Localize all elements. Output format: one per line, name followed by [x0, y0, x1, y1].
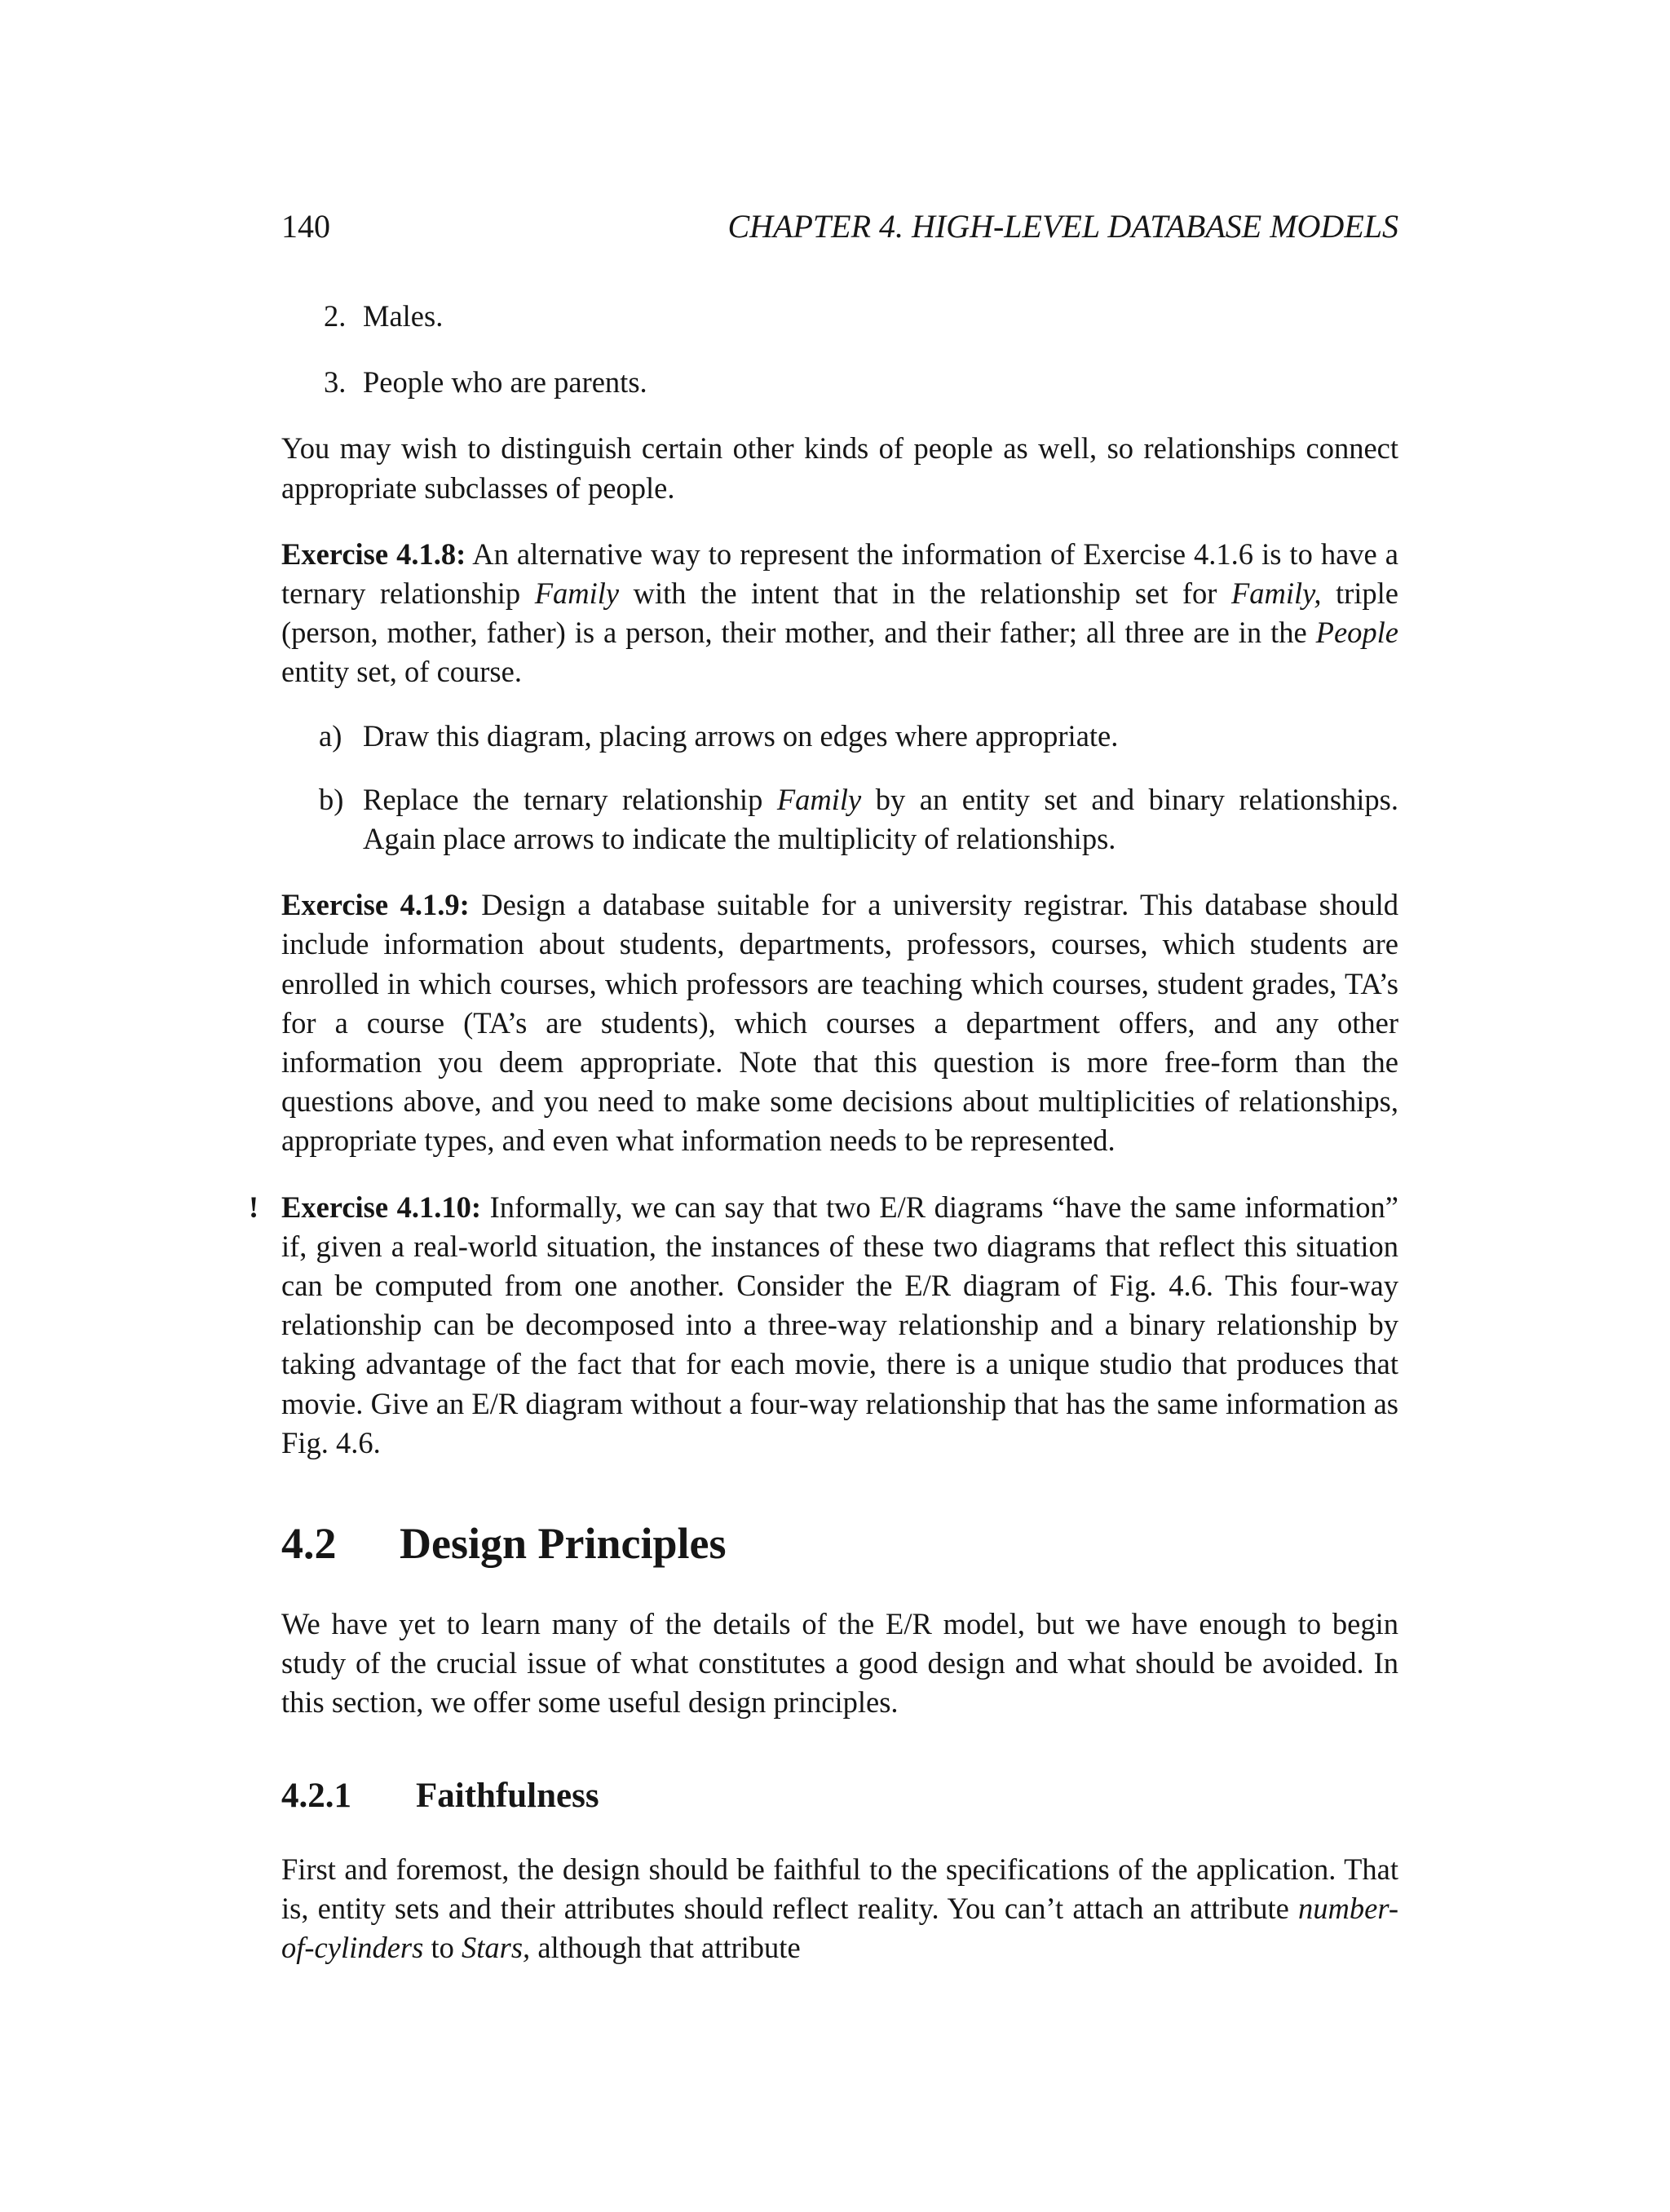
text-run: although that attribute: [530, 1931, 801, 1965]
exercise-4-1-8: [281, 535, 1398, 692]
italic-term: Family: [776, 782, 862, 816]
subsection-title: Faithfulness: [416, 1776, 599, 1815]
section-heading: [281, 1515, 1398, 1572]
text-run: Replace the ternary relationship: [363, 782, 777, 816]
exercise-title: Exercise 4.1.8:: [281, 536, 466, 571]
subsection-paragraph: [281, 1850, 1398, 1968]
text-run: triple (person, mother, father) is a person, their mother, and their father; all three are in the: [281, 576, 1398, 650]
italic-term: Family,: [1230, 576, 1322, 611]
list-item: [324, 297, 1398, 336]
text-run: First and foremost, the design should be faithful to the specifications of the application. That is, entity sets and their attributes should reflect reality. You can’t attach an attribute: [281, 1852, 1398, 1925]
text-run: entity set, of course.: [281, 655, 522, 689]
list-item-text: Males.: [363, 299, 444, 333]
difficulty-mark: !: [249, 1190, 259, 1224]
italic-term: Family: [534, 576, 620, 611]
italic-term: People: [1315, 616, 1398, 650]
exercise-title: Exercise 4.1.9:: [281, 888, 470, 922]
list-item-text: People who are parents.: [363, 365, 647, 400]
list-item-label: a): [319, 718, 342, 753]
list-item-label: 2.: [324, 299, 347, 333]
exercise-4-1-8-parts: [281, 717, 1398, 859]
list-item-label: b): [319, 782, 344, 816]
list-item-text: Draw this diagram, placing arrows on edges where appropriate.: [363, 718, 1119, 753]
text-run: by an entity set and binary relationships. Again place arrows to indicate the multiplicity of relationships.: [363, 782, 1399, 856]
paragraph-relationships: You may wish to distinguish certain other kinds of people as well, so relationships connect appropriate subclasses of people.: [281, 431, 1398, 505]
list-item: [324, 363, 1398, 402]
list-item: [319, 780, 1399, 859]
running-header: [281, 202, 1398, 251]
text-run: An alternative way to represent the information of Exercise 4.1.6 is to have a ternary relationship: [281, 536, 1398, 611]
subsection-number: 4.2.1: [281, 1776, 351, 1815]
list-item-text: [363, 780, 1398, 859]
text-run: Informally, we can say that two E/R diagrams “have the same information” if, given a real-world situation, the instances of these two diagrams that reflect this situation can be computed from one another. Consider the E/R diagram of Fig. 4.6. This four-way relationship can be decomposed into a three-way relationship and a binary relationship by taking advantage of the fact that for each movie, there is a unique studio that produces that movie. Give an E/R diagram without a four-way relationship that has the same information as Fig. 4.6.: [281, 1190, 1398, 1459]
text-run: Design a database suitable for a university registrar. This database should include information about students, departments, professors, courses, which students are enrolled in which courses, which professors are teaching which courses, student grades, TA’s for a course (TA’s are students), which courses a department offers, and any other information you deem appropriate. Note that this question is more free-form than the questions above, and you need to make some decisions about multiplicities of relationships, appropriate types, and even what information needs to be represented.: [281, 888, 1398, 1158]
parent-list: [281, 297, 1398, 402]
list-item-label: 3.: [324, 365, 347, 400]
exercise-title: Exercise 4.1.10:: [281, 1190, 482, 1224]
text-run: to: [423, 1931, 462, 1965]
exercise-4-1-10: [249, 1188, 1398, 1463]
subsection-heading: [281, 1773, 1398, 1819]
italic-term: number-of-cylinders: [281, 1891, 1398, 1965]
italic-term: Stars,: [462, 1931, 531, 1965]
running-title: CHAPTER 4. HIGH-LEVEL DATABASE MODELS: [727, 208, 1398, 245]
page-body: [249, 297, 1399, 1967]
section-title: Design Principles: [400, 1519, 727, 1569]
page-number: 140: [281, 208, 330, 245]
section-intro: We have yet to learn many of the details of the E/R model, but we have enough to begin study of the crucial issue of what constitutes a good design and what should be avoided. In this section, we offer some useful design principles.: [281, 1607, 1398, 1720]
text-run: with the intent that in the relationship set for: [619, 576, 1231, 611]
list-item: [319, 717, 1398, 756]
exercise-4-1-9: [281, 885, 1398, 1160]
section-number: 4.2: [281, 1519, 337, 1569]
